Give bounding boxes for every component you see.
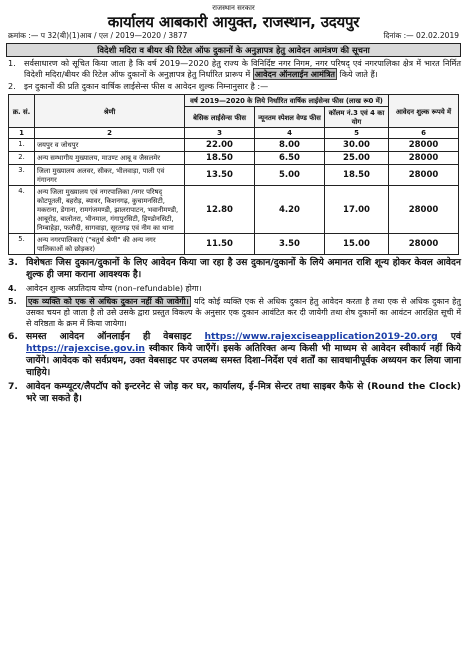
online-invitation-highlight: आवेदन ऑनलाईन आमंत्रित <box>254 69 336 79</box>
note-4: 4. आवेदन शुल्क अप्रतिदाय योग्य (non–refundable) होगा। <box>8 284 202 293</box>
table-row: 1. जयपुर व जोधपुर 22.00 8.00 30.00 28000 <box>9 139 459 152</box>
office-title: कार्यालय आबकारी आयुक्त, राजस्थान, उदयपुर <box>107 13 360 31</box>
column-index-row: 1 2 3 4 5 6 <box>9 128 459 139</box>
note-6: 6. समस्त आवेदन ऑनलाईन ही वेबसाइट https://www.rajexciseapplication2019-20.org एवं https://rajexcise.gov.in स्वीकार किये जाएँगें। इसके अतिरिक्त अन्य किसी भी माध्यम से आवेदन स्वीकार्य नहीं किये जायेंगे। आवेदक को सर्वप्रथम, उक्त वेबसाइट पर उपलब्ध समस्त दिशा–निर्देश एवं शर्तों का सावधानीपूर्वक अध्ययन कर लिया जाना चाहिये। <box>8 331 462 378</box>
header-application-fee: आवेदन शुल्क रूपये में <box>389 95 459 128</box>
reference-line <box>6 31 461 41</box>
fee-table <box>8 94 459 255</box>
header-sno: क्र. सं. <box>9 95 35 128</box>
table-row: 4. अन्य जिला मुख्यालय एवं नगरपालिका /नगर परिषद् कोटपूतली, बहरोड़, ब्यावर, किशनगढ़, कुचामनसिटी, मकराना, डेगाना, रामगंजमण्डी, झालरापाटन, भवानीमण्डी, आबूरोड़, बालोतरा, भीनमाल, गंगापुरसिटी, हिण्डोनसिटी, निम्बाहेड़ा, फलौदी, सागवाड़ा, सूरतगढ़ एवं नीम का थाना 12.80 4.20 17.00 28000 <box>9 186 459 234</box>
header-total: कॉलम नं.3 एवं 4 का योग <box>325 107 389 128</box>
table-row: 3. जिला मुख्यालय अलवर, सीकर, भीलवाड़ा, पाली एवं गंगानगर 13.50 5.00 18.50 28000 <box>9 165 459 186</box>
paragraph-1: 1. सर्वसाधारण को सूचित किया जाता है कि वर्ष 2019—2020 हेतु राज्य के विनिर्दिष्ट नगर निगम, नगर परिषद् एवं नगरपालिका क्षेत्र में भारत निर्मित विदेशी मदिरा/बीयर की रिटेल ऑफ दुकानों के अनुज्ञापत्र हेतु निर्धारित प्रारूप में आवेदन ऑनलाईन आमंत्रित किये जाते हैं। <box>8 58 461 79</box>
one-shop-rule-highlight: एक व्यक्ति को एक से अधिक दुकान नहीं की जावेगी। <box>28 297 189 306</box>
table-row: 5. अन्य नगरपालिकाएं ("चतुर्थ श्रेणी" की अन्य नगर पालिकाओं को छोड़कर) 11.50 3.50 15.00 28000 <box>9 234 459 255</box>
note-7: 7. आवेदन कम्प्यूटर/लैपटॉप को इन्टरनेट से जोड़ कर घर, कार्यालय, ई–मित्र सेन्टर तथा साइबर कैफे से (Round the Clock) भरे जा सकते है। <box>8 381 461 404</box>
table-row: 2. अन्य सम्भागीय मुख्यालय, माउण्ट आबू व जैसलमेर 18.50 6.50 25.00 28000 <box>9 152 459 165</box>
header-vend-fee: न्यूनतम स्पेशल वेण्ड फीस <box>255 107 325 128</box>
notice-date: दिनांक :— 02.02.2019 <box>383 31 459 40</box>
application-website-link[interactable]: https://www.rajexciseapplication2019-20.org <box>204 331 438 342</box>
note-3: 3. विशेषतः जिस दुकान/दुकानों के लिए आवेदन किया जा रहा है उस दुकान/दुकानों के लिये अमानत राशि शून्य होकर केवल आवेदन शुल्क ही जमा कराना आवश्यक है। <box>8 257 461 280</box>
header-basic-fee: बेसिक लाईसेन्स फीस <box>185 107 255 128</box>
header-category: श्रेणी <box>35 95 185 128</box>
header-fee-group: वर्ष 2019—2020 के लिये निर्धारित वार्षिक लाईसेन्स फीस (लाख रू0 में) <box>185 95 389 107</box>
reference-number: क्रमांक :— प 32(बी)(1)आब / एल / 2019—2020 / 3877 <box>8 31 188 40</box>
notice-banner: विदेशी मदिरा व बीयर की रिटेल ऑफ दुकानों के अनुज्ञापत्र हेतु आवेदन आमंत्रण की सूचना <box>6 43 461 57</box>
note-5: 5. एक व्यक्ति को एक से अधिक दुकान नहीं की जावेगी। यदि कोई व्यक्ति एक से अधिक दुकान हेतु आवेदन करता है तथा एक से अधिक दुकान हेतु उसका चयन हो जाता है तो उसे उसके द्वारा प्रस्तुत विकल्प के अनुसार एक दुकान आवंटित कर दी जायेगी तथा शेष दुकानों का आवंटन आरक्षित सूची में से वरिष्ठता के क्रम में किया जायेगा। <box>8 297 461 328</box>
govt-label: राजस्थान सरकार <box>212 4 255 12</box>
excise-website-link[interactable]: https://rajexcise.gov.in <box>26 343 145 354</box>
paragraph-2: 2. इन दुकानों की प्रति दुकान वार्षिक लाईसेन्स फीस व आवेदन शुल्क निम्नानुसार है :— <box>8 81 269 91</box>
